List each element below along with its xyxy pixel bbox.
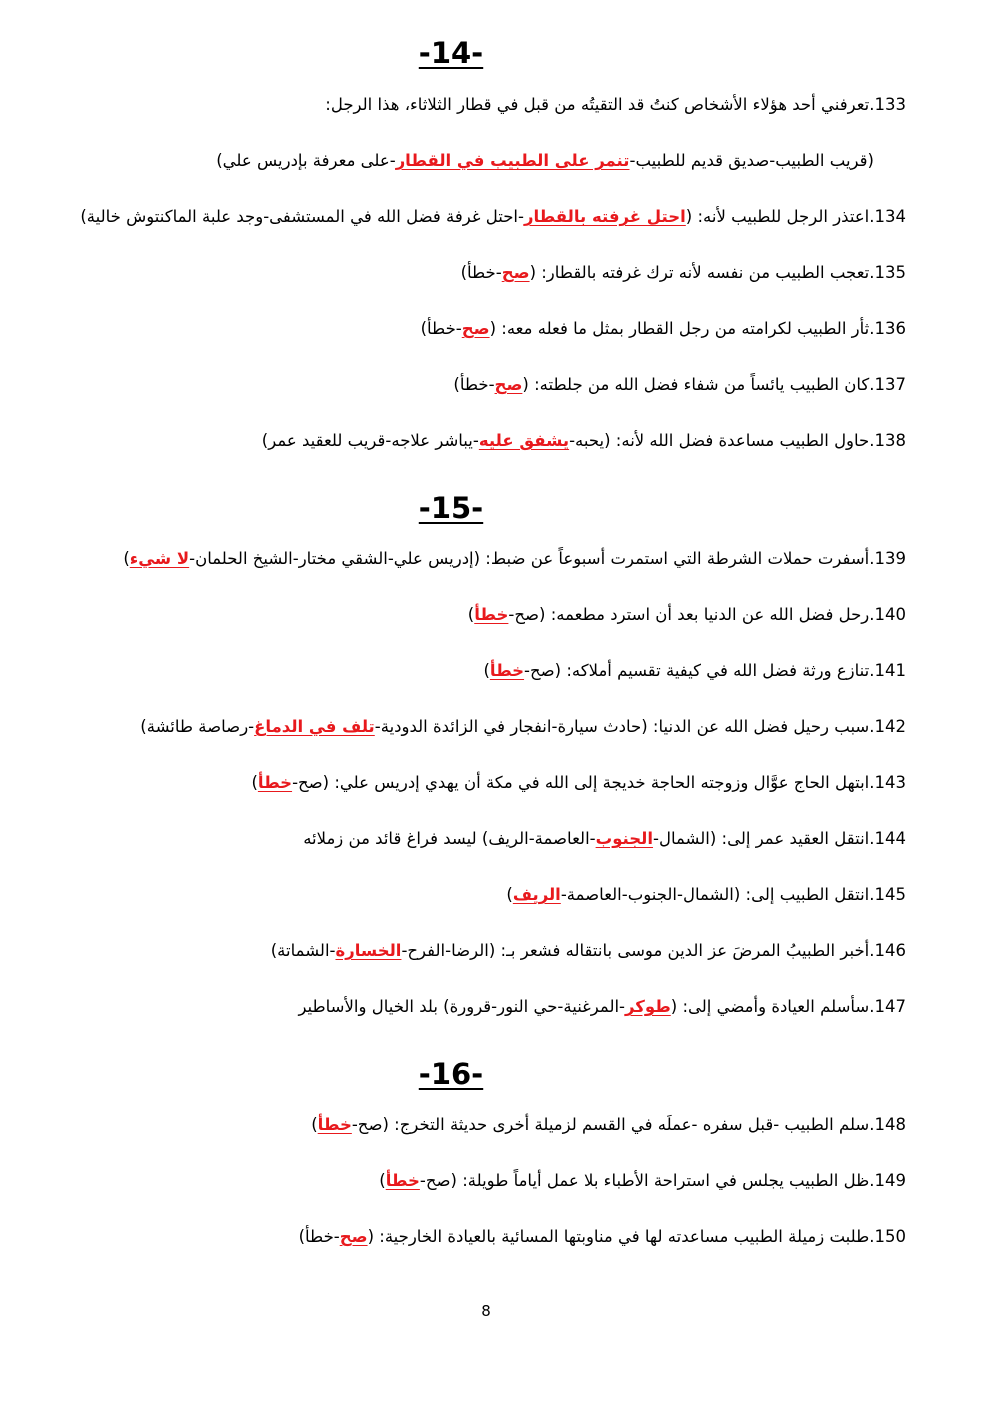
correct-answer: الريف xyxy=(512,885,561,904)
question-text: ) xyxy=(311,1115,318,1134)
correct-answer: يشفق عليه xyxy=(478,431,570,450)
question-text: -احتل غرفة فضل الله في المستشفى-وجد علبة الماكنتوش خالية) xyxy=(80,207,524,226)
section-heading-14: -14- xyxy=(418,36,484,70)
question-text: 150.طلبت زميلة الطبيب مساعدته لها في مناوبتها المسائية بالعيادة الخارجية: ( xyxy=(367,1227,906,1246)
correct-answer: خطأ xyxy=(385,1171,420,1190)
question-147 xyxy=(46,994,906,1020)
question-text: -رصاصة طائشة) xyxy=(140,717,255,736)
question-133-options xyxy=(14,148,874,174)
question-text: ) xyxy=(483,661,490,680)
question-136 xyxy=(46,316,906,342)
question-text: 140.رحل فضل الله عن الدنيا بعد أن استرد مطعمه: (صح- xyxy=(508,605,906,624)
correct-answer: صح xyxy=(461,319,490,338)
question-142 xyxy=(46,714,906,740)
question-text: -العاصمة-الريف) ليسد فراغ قائد من زملائه xyxy=(303,829,596,848)
question-text: 148.سلم الطبيب -قبل سفره -عملَه في القسم لزميلة أخرى حديثة التخرج: (صح- xyxy=(351,1115,906,1134)
question-text: -على معرفة بإدريس علي) xyxy=(216,151,396,170)
question-133 xyxy=(46,92,906,118)
correct-answer: صح xyxy=(339,1227,368,1246)
correct-answer: لا شيء xyxy=(129,549,190,568)
correct-answer: خطأ xyxy=(474,605,509,624)
question-149 xyxy=(46,1168,906,1194)
question-text: ) xyxy=(467,605,475,624)
question-text: -المرغنية-حي النور-قرورة) بلد الخيال والأساطير xyxy=(298,997,626,1016)
question-138 xyxy=(46,428,906,454)
question-text: (قريب الطبيب-صديق قديم للطبيب- xyxy=(629,151,874,170)
correct-answer: صح xyxy=(494,375,523,394)
section-heading-15: -15- xyxy=(418,491,484,525)
question-text: 136.ثأر الطبيب لكرامته من رجل القطار بمثل ما فعله معه: ( xyxy=(489,319,906,338)
question-text: -خطأ) xyxy=(453,375,495,394)
question-text: 139.أسفرت حملات الشرطة التي استمرت أسبوعاً عن ضبط: (إدريس علي-الشقي مختار-الشيخ الحلمان- xyxy=(189,549,906,568)
question-text: -خطأ) xyxy=(420,319,462,338)
question-text: -يباشر علاجه-قريب للعقيد عمر) xyxy=(261,431,479,450)
question-text: 145.انتقل الطبيب إلى: (الشمال-الجنوب-العاصمة- xyxy=(560,885,906,904)
question-text: ) xyxy=(123,549,130,568)
correct-answer: الجنوب xyxy=(595,829,654,848)
question-text: ) xyxy=(379,1171,386,1190)
question-134 xyxy=(46,204,906,230)
question-text: -خطأ) xyxy=(298,1227,340,1246)
correct-answer: خطأ xyxy=(257,773,293,792)
correct-answer: خطأ xyxy=(317,1115,352,1134)
question-text: 146.أخبر الطبيبُ المرضَ عز الدين موسى بانتقاله فشعر بـ: (الرضا-الفرح- xyxy=(401,941,906,960)
correct-answer: احتل غرفته بالقطار xyxy=(523,207,686,226)
question-140 xyxy=(46,602,906,628)
question-135 xyxy=(46,260,906,286)
question-text: 135.تعجب الطبيب من نفسه لأنه ترك غرفته بالقطار: ( xyxy=(529,263,906,282)
question-text: -خطأ) xyxy=(460,263,502,282)
question-text: 143.ابتهل الحاج عوَّال وزوجته الحاجة خديجة إلى الله في مكة أن يهدي إدريس علي: (صح- xyxy=(292,773,906,792)
question-text: 144.انتقل العقيد عمر إلى: (الشمال- xyxy=(653,829,906,848)
question-144 xyxy=(46,826,906,852)
question-137 xyxy=(46,372,906,398)
question-143 xyxy=(46,770,906,796)
question-text: 141.تنازع ورثة فضل الله في كيفية تقسيم أملاكه: (صح- xyxy=(524,661,906,680)
question-139 xyxy=(46,546,906,572)
question-text: 147.سأسلم العيادة وأمضي إلى: ( xyxy=(670,997,906,1016)
question-150 xyxy=(46,1224,906,1250)
correct-answer: الخسارة xyxy=(335,941,402,960)
correct-answer: صح xyxy=(501,263,530,282)
page-number: 8 xyxy=(481,1302,491,1320)
question-145 xyxy=(46,882,906,908)
section-heading-16: -16- xyxy=(418,1057,484,1091)
question-text: 134.اعتذر الرجل للطبيب لأنه: ( xyxy=(685,207,906,226)
correct-answer: طوكر xyxy=(625,997,671,1016)
correct-answer: تلف في الدماغ xyxy=(254,717,375,736)
question-text: 133.تعرفني أحد هؤلاء الأشخاص كنتُ قد التقيتُه من قبل في قطار الثلاثاء، هذا الرجل: xyxy=(325,95,906,114)
question-text: ) xyxy=(251,773,258,792)
question-text: 142.سبب رحيل فضل الله عن الدنيا: (حادث سيارة-انفجار في الزائدة الدودية- xyxy=(374,717,906,736)
question-text: 138.حاول الطبيب مساعدة فضل الله لأنه: (يحبه- xyxy=(569,431,906,450)
correct-answer: خطأ xyxy=(489,661,525,680)
question-text: -الشماتة) xyxy=(270,941,336,960)
question-141 xyxy=(46,658,906,684)
question-text: 149.ظل الطبيب يجلس في استراحة الأطباء بلا عمل أياماً طويلة: (صح- xyxy=(419,1171,906,1190)
question-text: 137.كان الطبيب يائساً من شفاء فضل الله من جلطته: ( xyxy=(522,375,906,394)
correct-answer: تنمر على الطبيب في القطار xyxy=(395,151,630,170)
question-text: ) xyxy=(506,885,513,904)
question-148 xyxy=(46,1112,906,1138)
question-146 xyxy=(46,938,906,964)
